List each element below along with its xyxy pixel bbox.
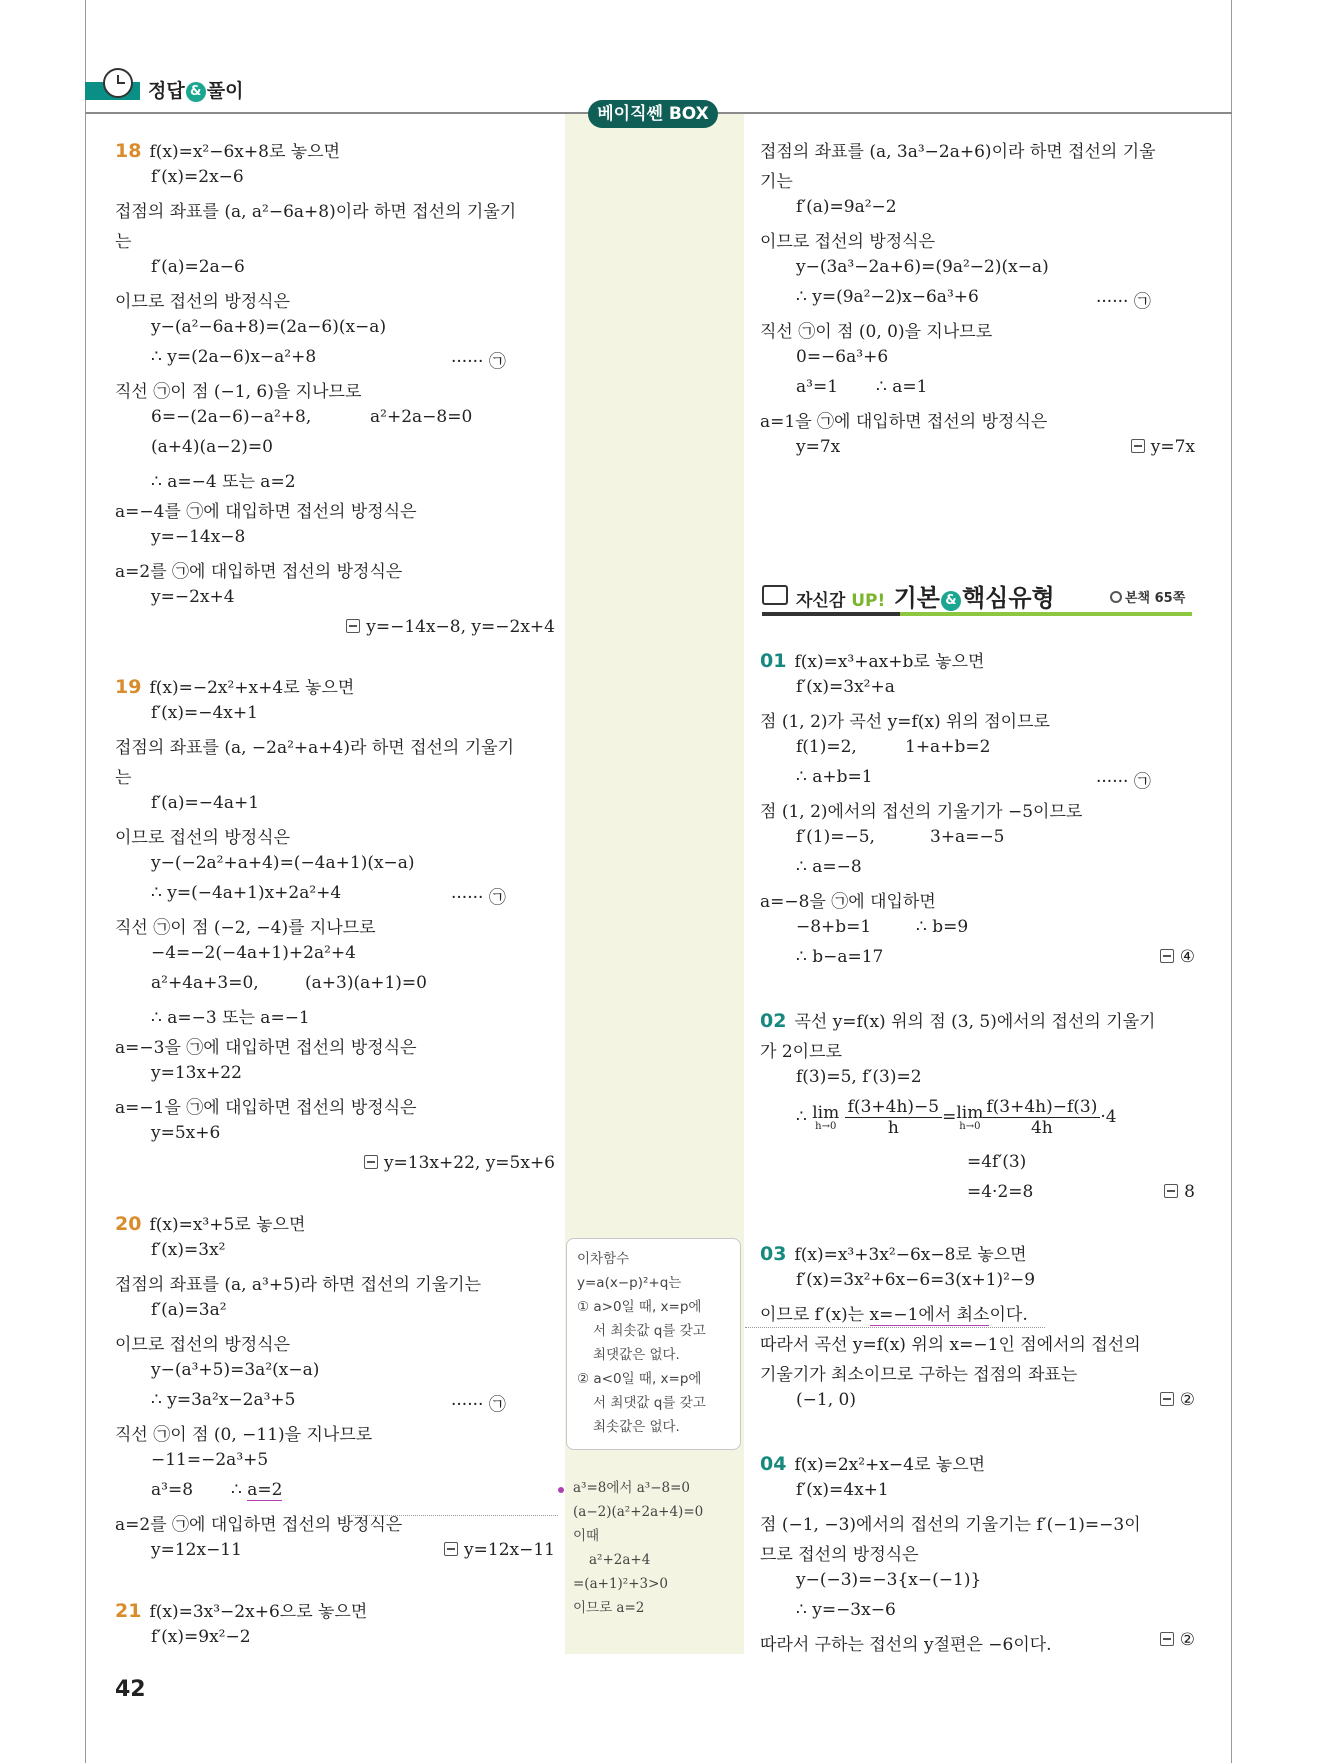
line: −8+b=1 [796,917,872,937]
line: f′(x)=−4x+1 [151,703,258,723]
side-note-quadratic [566,1238,741,1450]
line: f(1)=2, [796,737,857,757]
line: 점 (−1, −3)에서의 접선의 기울기는 f′(−1)=−3이 [760,1515,1141,1535]
title-part: 기본 [885,584,940,612]
line: f′(a)=−4a+1 [151,793,260,813]
note-line: 최댓값은 없다. [593,1347,680,1363]
text: f(x)=3x³−2x+6으로 놓으면 [149,1602,368,1622]
line: 점 (1, 2)가 곡선 y=f(x) 위의 점이므로 [760,712,1050,732]
answer [1160,947,1195,967]
answer [1160,1390,1195,1410]
line: ∴ a=−3 또는 a=−1 [151,1008,310,1028]
section-rule-accent [900,612,1192,616]
equation-tag: ······ ㉠ [1096,772,1151,792]
line: y−(−3)=−3{x−(−1)} [796,1570,982,1590]
answer-text: 8 [1184,1182,1195,1202]
text: f(x)=x³+5로 놓으면 [149,1215,306,1235]
problem-04-line [760,1450,985,1475]
line: ∴ y=−3x−6 [796,1600,896,1620]
note-line: 이므로 a=2 [573,1600,645,1616]
line: 는 [115,768,132,788]
note-line: =(a+1)²+3>0 [573,1576,669,1592]
answer-icon [1160,949,1174,963]
times: ·4 [1100,1107,1117,1127]
equation-tag: ······ ㉠ [451,1395,506,1415]
line: ∴ a+b=1 [796,767,873,787]
limit-expression [796,1097,1117,1138]
page-border-left [85,0,86,1763]
line: ∴ y=(−4a+1)x+2a²+4 [151,883,342,903]
lim-sub: h→0 [959,1120,981,1132]
line: f′(x)=3x²+6x−6=3(x+1)²−9 [796,1270,1036,1290]
amp-icon: & [941,591,961,611]
underlined-text: a=2 [247,1480,283,1500]
line: y=12x−11 [151,1540,242,1560]
problem-19-line [115,673,354,698]
answer-icon [346,619,360,633]
answer-icon [1160,1392,1174,1406]
line: a=−1을 ㉠에 대입하면 접선의 방정식은 [115,1098,417,1118]
answer [364,1153,555,1173]
problem-03-line [760,1240,1027,1265]
problem-02-line [760,1007,1155,1032]
line: ∴ a=−4 또는 a=2 [151,472,296,492]
answer-text: y=−14x−8, y=−2x+4 [366,617,555,637]
leader-line [745,1327,1045,1328]
side-note-factor [573,1476,741,1620]
answer-text: ② [1179,1390,1195,1410]
note-line: a³=8에서 a³−8=0 [573,1480,690,1496]
line: y−(−2a²+a+4)=(−4a+1)(x−a) [151,853,415,873]
line [231,1480,282,1500]
problem-number: 02 [760,1010,787,1032]
answer-icon [444,1542,458,1556]
answer [1164,1182,1195,1202]
lim-sub: h→0 [815,1120,837,1132]
line: 따라서 곡선 y=f(x) 위의 x=−1인 점에서의 접선의 [760,1335,1141,1355]
text: 이므로 f′(x)는 [760,1305,870,1325]
problem-number: 04 [760,1453,787,1475]
line: ∴ y=(2a−6)x−a²+8 [151,347,317,367]
line: =4·2=8 [967,1182,1034,1202]
therefore: ∴ [796,1107,807,1127]
line: 따라서 구하는 접선의 y절편은 −6이다. [760,1635,1052,1655]
equation-tag: ······ ㉠ [1096,292,1151,312]
refresh-icon [1110,591,1122,603]
lim-text: lim [956,1102,984,1123]
line: y=−2x+4 [151,587,235,607]
answer-icon [1164,1184,1178,1198]
title-part: 정답 [148,80,185,102]
text: f(x)=x³+3x²−6x−8로 놓으면 [794,1245,1027,1265]
problem-20-line [115,1210,305,1235]
answer-text: y=13x+22, y=5x+6 [383,1153,555,1173]
line: ∴ a=1 [876,377,928,397]
megaphone-icon [762,585,788,605]
line: 6=−(2a−6)−a²+8, [151,407,312,427]
note-line: 이차함수 [577,1251,630,1267]
line: 접점의 좌표를 (a, −2a²+a+4)라 하면 접선의 기울기 [115,738,515,758]
line: (a+3)(a+1)=0 [305,973,427,993]
text: f(x)=x³+ax+b로 놓으면 [794,652,985,672]
line [760,1300,1028,1325]
answer-text: y=7x [1150,437,1195,457]
section-title [796,578,1055,613]
line: y=5x+6 [151,1123,221,1143]
line: f′(x)=2x−6 [151,167,244,187]
problem-01-line [760,647,984,672]
line: a³=1 [796,377,839,397]
line: f′(a)=2a−6 [151,257,245,277]
line: 0=−6a³+6 [796,347,889,367]
note-line: (a−2)(a²+2a+4)=0 [573,1504,704,1520]
problem-number: 21 [115,1600,142,1622]
leader-line [345,1515,558,1516]
equation-tag: ······ ㉠ [451,888,506,908]
line: y−(a²−6a+8)=(2a−6)(x−a) [151,317,387,337]
line: f′(x)=4x+1 [796,1480,889,1500]
line: ∴ y=(9a²−2)x−6a³+6 [796,287,979,307]
line: 접점의 좌표를 (a, a³+5)라 하면 접선의 기울기는 [115,1275,481,1295]
answer-icon [1131,439,1145,453]
title-part: 핵심유형 [961,584,1055,612]
note-line: 서 최솟값 q를 갖고 [593,1323,706,1339]
note-line: y=a(x−p)²+q는 [577,1275,682,1291]
line: a²+4a+3=0, [151,973,259,993]
line: 기는 [760,172,793,192]
text: f(x)=−2x²+x+4로 놓으면 [149,678,355,698]
line: =4f′(3) [967,1152,1027,1172]
problem-18-line [115,137,340,162]
equals: = [942,1107,957,1127]
text: ∴ [231,1480,248,1500]
answer-icon [1160,1632,1174,1646]
problem-number: 18 [115,140,142,162]
box-badge: 베이직쎈 BOX [588,100,718,128]
line: 접점의 좌표를 (a, 3a³−2a+6)이라 하면 접선의 기울 [760,142,1156,162]
line: 이므로 접선의 방정식은 [115,828,291,848]
line: f′(1)=−5, [796,827,875,847]
line: f′(x)=9x²−2 [151,1627,251,1647]
problem-number: 01 [760,650,787,672]
answer-icon [364,1155,378,1169]
line: 기울기가 최소이므로 구하는 접점의 좌표는 [760,1365,1078,1385]
note-line: ② a<0일 때, x=p에 [577,1371,702,1387]
note-line: a²+2a+4 [589,1552,651,1568]
answer-text: y=12x−11 [464,1540,555,1560]
line: f′(x)=3x² [151,1240,226,1260]
book-reference [1110,587,1185,606]
problem-number: 20 [115,1213,142,1235]
text: 곡선 y=f(x) 위의 점 (3, 5)에서의 접선의 기울기 [794,1012,1156,1032]
problem-number: 03 [760,1243,787,1265]
line: (a+4)(a−2)=0 [151,437,273,457]
line: 이므로 접선의 방정식은 [115,1335,291,1355]
line: ∴ b−a=17 [796,947,884,967]
page-title [148,76,243,103]
note-line: ① a>0일 때, x=p에 [577,1299,702,1315]
ref-text: 본책 65쪽 [1125,591,1186,606]
lim [812,1104,839,1132]
problem-number: 19 [115,676,142,698]
answer [346,617,555,637]
title-part: 풀이 [206,80,244,102]
line: 직선 ㉠이 점 (0, −11)을 지나므로 [115,1425,373,1445]
fraction [845,1097,942,1138]
line: 직선 ㉠이 점 (−2, −4)를 지나므로 [115,918,376,938]
line: 직선 ㉠이 점 (0, 0)을 지나므로 [760,322,993,342]
line: 가 2이므로 [760,1042,842,1062]
leader-dot [558,1487,564,1493]
line: ∴ y=3a²x−2a³+5 [151,1390,296,1410]
line: (−1, 0) [796,1390,856,1410]
line: y−(a³+5)=3a²(x−a) [151,1360,320,1380]
line: 는 [115,232,132,252]
line: y=−14x−8 [151,527,246,547]
note-line: 이때 [573,1528,600,1544]
line: f(3)=5, f′(3)=2 [796,1067,922,1087]
underlined-text: x=−1에서 최소 [869,1305,990,1325]
lim [956,1104,983,1132]
line: 점 (1, 2)에서의 접선의 기울기가 −5이므로 [760,802,1083,822]
line: a=−4를 ㉠에 대입하면 접선의 방정식은 [115,502,417,522]
line: a=1을 ㉠에 대입하면 접선의 방정식은 [760,412,1048,432]
line: 3+a=−5 [930,827,1005,847]
line: 접점의 좌표를 (a, a²−6a+8)이라 하면 접선의 기울기 [115,202,517,222]
equation-tag: ······ ㉠ [451,352,506,372]
page-number: 42 [115,1677,146,1702]
line: a³=8 [151,1480,194,1500]
numerator: f(3+4h)−f(3) [983,1097,1100,1118]
text: 이다. [989,1305,1028,1325]
line: a²+2a−8=0 [370,407,473,427]
fraction [983,1097,1100,1138]
line: y=7x [796,437,841,457]
line: −11=−2a³+5 [151,1450,269,1470]
line: f′(a)=9a²−2 [796,197,897,217]
line: 이므로 접선의 방정식은 [760,232,936,252]
line: 1+a+b=2 [905,737,991,757]
answer [1131,437,1195,457]
answer-text: ④ [1179,947,1195,967]
note-line: 서 최댓값 q를 갖고 [593,1395,706,1411]
answer [1160,1630,1195,1650]
line: 직선 ㉠이 점 (−1, 6)을 지나므로 [115,382,362,402]
line: f′(a)=3a² [151,1300,227,1320]
title-part: 자신감 [796,591,852,611]
line: y−(3a³−2a+6)=(9a²−2)(x−a) [796,257,1049,277]
answer [444,1540,555,1560]
line: a=2를 ㉠에 대입하면 접선의 방정식은 [115,562,403,582]
note-line: 최솟값은 없다. [593,1419,680,1435]
line: −4=−2(−4a+1)+2a²+4 [151,943,356,963]
text: f(x)=2x²+x−4로 놓으면 [794,1455,986,1475]
amp-icon: & [186,82,206,102]
page-border-right [1231,0,1232,1763]
title-part: UP! [851,591,886,611]
clock-icon [103,68,133,98]
denominator: h [887,1118,899,1138]
line: 므로 접선의 방정식은 [760,1545,919,1565]
text: f(x)=x²−6x+8로 놓으면 [149,142,341,162]
line: a=−3을 ㉠에 대입하면 접선의 방정식은 [115,1038,417,1058]
line: a=2를 ㉠에 대입하면 접선의 방정식은 [115,1515,403,1535]
answer-text: ② [1179,1630,1195,1650]
line: 이므로 접선의 방정식은 [115,292,291,312]
problem-21-line [115,1597,367,1622]
line: ∴ b=9 [916,917,969,937]
denominator: 4h [1030,1118,1053,1138]
lim-text: lim [812,1102,840,1123]
line: a=−8을 ㉠에 대입하면 [760,892,936,912]
line: y=13x+22 [151,1063,242,1083]
line: ∴ a=−8 [796,857,862,877]
numerator: f(3+4h)−5 [845,1097,942,1118]
line: f′(x)=3x²+a [796,677,895,697]
